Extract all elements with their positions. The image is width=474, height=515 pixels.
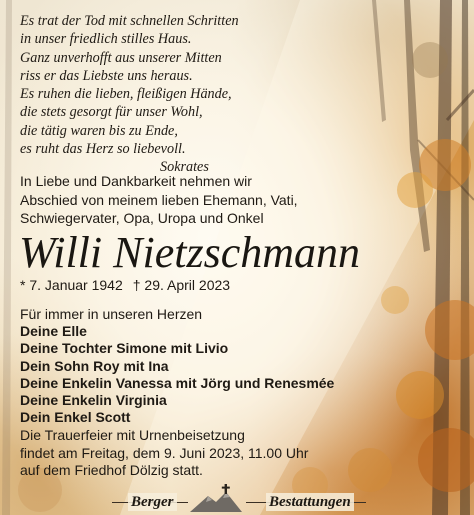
poem-line: Ganz unverhofft aus unserer Mitten [20,49,222,66]
family-member: Dein Enkel Scott [20,409,131,426]
life-dates [20,276,230,294]
poem [20,12,320,177]
family-member: Deine Elle [20,323,87,340]
family-member: Deine Enkelin Virginia [20,392,167,409]
intro-line: Schwiegervater, Opa, Uropa und Onkel [20,210,264,227]
farewell-intro [20,172,350,228]
death-date: † 29. April 2023 [132,277,231,293]
intro-line: Abschied von meinem lieben Ehemann, Vati, [20,191,298,208]
funeral-details [20,427,340,480]
brand-name-left: Berger [128,493,177,511]
intro-line: In Liebe und Dankbarkeit nehmen wir [20,173,252,189]
brand-name-right: Bestattungen [266,493,354,511]
ceremony-line: Die Trauerfeier mit Urnenbeisetzung [20,427,245,443]
funeral-home-logo [0,490,474,515]
family-list [20,306,360,426]
poem-line: die stets gesorgt für unser Wohl, [20,104,203,121]
family-intro: Für immer in unseren Herzen [20,306,203,322]
ceremony-line: findet am Freitag, dem 9. Juni 2023, 11.00 Uhr [20,444,309,461]
birth-date: * 7. Januar 1942 [20,277,123,293]
deceased-name: Willi Nietzschmann [19,228,360,277]
ceremony-line: auf dem Friedhof Dölzig statt. [20,462,203,479]
family-member: Deine Tochter Simone mit Livio [20,340,229,357]
poem-line: Es ruhen die lieben, fleißigen Hände, [20,86,232,103]
poem-author: Sokrates [160,159,209,176]
family-member: Dein Sohn Roy mit Ina [20,357,169,374]
poem-line: riss er das Liebste uns heraus. [20,67,193,84]
poem-line: Es trat der Tod mit schnellen Schritten [20,13,239,29]
poem-line: in unser friedlich stilles Haus. [20,31,192,48]
mountain-cross-icon [186,484,246,514]
family-member: Deine Enkelin Vanessa mit Jörg und Renesmée [20,374,335,391]
poem-line: es ruht das Herz so liebevoll. [20,141,186,158]
poem-line: die tätig waren bis zu Ende, [20,122,178,139]
